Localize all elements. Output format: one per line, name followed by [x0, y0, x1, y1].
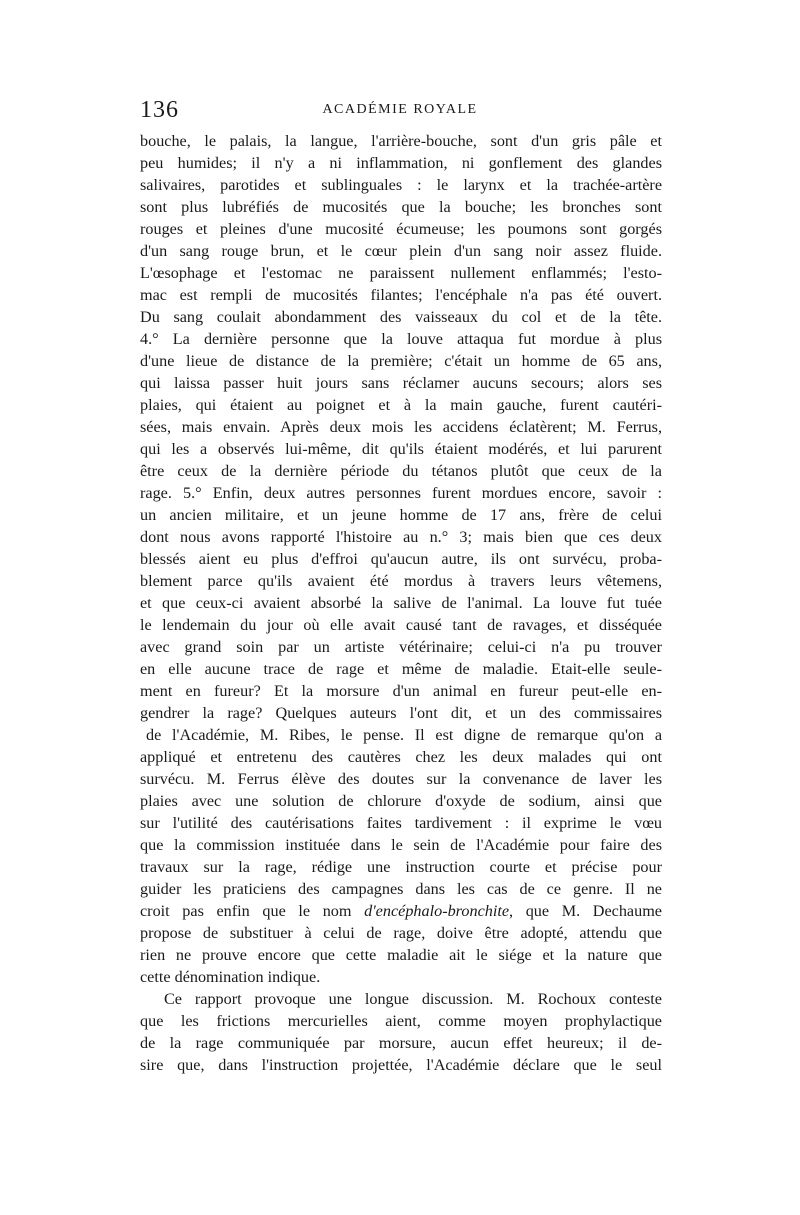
text-line: plaies, qui étaient au poignet et à la main gauche, furent cautéri-	[140, 396, 662, 414]
text-line: et que ceux-ci avaient absorbé la salive de l'animal. La louve fut tuée	[140, 594, 662, 612]
text-run: , que M. Dechaume	[509, 902, 662, 920]
text-line: sées, mais envain. Après deux mois les accidens éclatèrent; M. Ferrus,	[140, 418, 662, 436]
text-line: de l'Académie, M. Ribes, le pense. Il est digne de remarque qu'on a	[146, 726, 662, 744]
text-line: rien ne prouve encore que cette maladie ait le siége et la nature que	[140, 946, 662, 964]
text-line: que les frictions mercurielles aient, comme moyen prophylactique	[140, 1012, 662, 1030]
text-line: de la rage communiquée par morsure, aucun effet heureux; il de-	[140, 1034, 662, 1052]
text-line: 4.° La dernière personne que la louve attaqua fut mordue à plus	[140, 330, 662, 348]
text-line: blessés aient eu plus d'effroi qu'aucun autre, ils ont survécu, proba-	[140, 550, 662, 568]
text-line: dont nous avons rapporté l'histoire au n.° 3; mais bien que ces deux	[140, 528, 662, 546]
text-line: mac est rempli de mucosités filantes; l'encéphale n'a pas été ouvert.	[140, 286, 662, 304]
text-line: qui les a observés lui-même, dit qu'ils étaient modérés, et lui parurent	[140, 440, 662, 458]
text-line: L'œsophage et l'estomac ne paraissent nullement enflammés; l'esto-	[140, 264, 662, 282]
text-run: croit pas enfin que le nom	[140, 902, 365, 920]
text-line: survécu. M. Ferrus élève des doutes sur la convenance de laver les	[140, 770, 662, 788]
text-line: travaux sur la rage, rédige une instruction courte et précise pour	[140, 858, 662, 876]
text-line: blement parce qu'ils avaient été mordus à travers leurs vêtemens,	[140, 572, 662, 590]
text-line: rage. 5.° Enfin, deux autres personnes furent mordues encore, savoir :	[140, 484, 662, 502]
text-line: d'un sang rouge brun, et le cœur plein d'un sang noir assez fluide.	[140, 242, 662, 260]
text-line: rouges et pleines d'une mucosité écumeuse; les poumons sont gorgés	[140, 220, 662, 238]
text-line: bouche, le palais, la langue, l'arrière-bouche, sont d'un gris pâle et	[140, 132, 662, 150]
text-line: ment en fureur? Et la morsure d'un animal en fureur peut-elle en-	[140, 682, 662, 700]
text-line: salivaires, parotides et sublinguales : le larynx et la trachée-artère	[140, 176, 662, 194]
text-line: un ancien militaire, et un jeune homme de 17 ans, frère de celui	[140, 506, 662, 524]
text-line: avec grand soin par un artiste vétérinaire; celui-ci n'a pu trouver	[140, 638, 662, 656]
text-line: appliqué et entretenu des cautères chez les deux malades qui ont	[140, 748, 662, 766]
text-line: guider les praticiens des campagnes dans les cas de ce genre. Il ne	[140, 880, 662, 898]
page-number: 136	[140, 97, 179, 123]
italic-term: d'encéphalo-bronchite	[364, 902, 510, 920]
text-line: être ceux de la dernière période du tétanos plutôt que ceux de la	[140, 462, 662, 480]
body-text	[140, 130, 662, 1076]
text-line	[140, 900, 662, 922]
text-line: le lendemain du jour où elle avait causé tant de ravages, et disséquée	[140, 616, 662, 634]
page-header	[140, 97, 660, 123]
text-line: peu humides; il n'y a ni inflammation, ni gonflement des glandes	[140, 154, 662, 172]
text-line: que la commission instituée dans le sein de l'Académie pour faire des	[140, 836, 662, 854]
text-line: plaies avec une solution de chlorure d'oxyde de sodium, ainsi que	[140, 792, 662, 810]
text-line: sont plus lubréfiés de mucosités que la bouche; les bronches sont	[140, 198, 662, 216]
text-line: propose de substituer à celui de rage, doive être adopté, attendu que	[140, 924, 662, 942]
text-line: gendrer la rage? Quelques auteurs l'ont dit, et un des commissaires	[140, 704, 662, 722]
text-line: cette dénomination indique.	[140, 968, 321, 986]
text-line: d'une lieue de distance de la première; c'était un homme de 65 ans,	[140, 352, 662, 370]
text-line: sur l'utilité des cautérisations faites tardivement : il exprime le vœu	[140, 814, 662, 832]
text-line: qui laissa passer huit jours sans réclamer aucuns secours; alors ses	[140, 374, 662, 392]
running-head: ACADÉMIE ROYALE	[322, 102, 478, 117]
text-line: Ce rapport provoque une longue discussion. M. Rochoux conteste	[164, 990, 662, 1008]
text-line: sire que, dans l'instruction projettée, l'Académie déclare que le seul	[140, 1056, 662, 1074]
text-line: en elle aucune trace de rage et même de maladie. Etait-elle seule-	[140, 660, 662, 678]
text-line: Du sang coulait abondamment des vaisseaux du col et de la tête.	[140, 308, 662, 326]
